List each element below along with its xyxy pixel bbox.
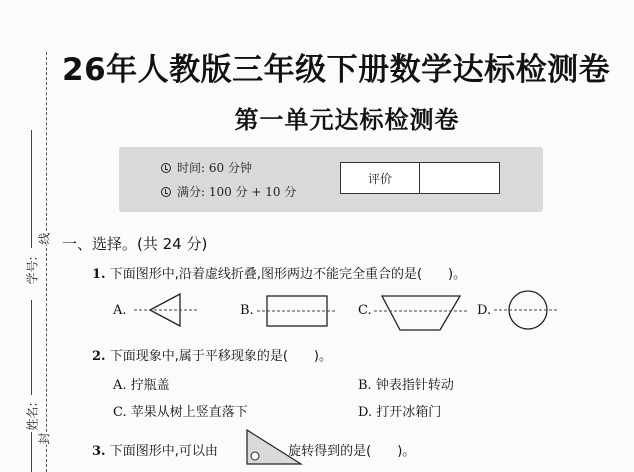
option-b: B. 钟表指针转动 bbox=[358, 378, 454, 393]
exam-info-box bbox=[119, 147, 543, 212]
evaluation-table bbox=[340, 162, 500, 194]
option-d-label: D. bbox=[477, 303, 492, 318]
time-row bbox=[161, 159, 252, 176]
line-char: 线 bbox=[34, 232, 55, 244]
page-title: 26年人教版三年级下册数学达标检测卷 bbox=[62, 52, 611, 88]
option-c-label: C. bbox=[358, 303, 372, 318]
student-id-label: 学号: bbox=[25, 256, 40, 285]
circle-figure bbox=[492, 290, 562, 330]
option-b-label: B. bbox=[240, 303, 254, 318]
question-text-before: 下面图形中,可以由 bbox=[109, 444, 218, 459]
question-2 bbox=[92, 345, 332, 364]
right-triangle-figure bbox=[243, 428, 305, 468]
check-icon bbox=[161, 187, 171, 197]
full-score-text: 满分: 100 分 + 10 分 bbox=[177, 185, 297, 199]
section-heading: 一、选择。(共 24 分) bbox=[62, 235, 208, 253]
question-text: 下面图形中,沿着虚线折叠,图形两边不能完全重合的是( )。 bbox=[109, 267, 467, 282]
question-number: 3. bbox=[92, 444, 106, 459]
name-label: 姓名: bbox=[25, 402, 40, 431]
trapezoid-figure bbox=[372, 294, 472, 334]
question-number: 2. bbox=[92, 349, 106, 364]
name-blank-lower bbox=[31, 432, 32, 472]
option-a-label: A. bbox=[113, 303, 127, 318]
option-d: D. 打开冰箱门 bbox=[358, 405, 442, 420]
clock-icon bbox=[161, 163, 171, 173]
page-subtitle: 第一单元达标检测卷 bbox=[234, 105, 460, 134]
option-a: A. 拧瓶盖 bbox=[113, 378, 170, 393]
triangle-figure bbox=[132, 292, 202, 328]
evaluation-blank[interactable] bbox=[420, 163, 499, 193]
score-row bbox=[161, 183, 296, 200]
binding-margin bbox=[0, 0, 70, 468]
name-blank bbox=[31, 300, 32, 395]
question-text: 下面现象中,属于平移现象的是( )。 bbox=[109, 349, 332, 364]
evaluation-label: 评价 bbox=[341, 163, 420, 193]
rectangle-figure bbox=[255, 294, 345, 328]
question-number: 1. bbox=[92, 267, 106, 282]
student-id-blank bbox=[31, 130, 32, 248]
seal-char: 封 bbox=[34, 432, 55, 444]
option-c: C. 苹果从树上竖直落下 bbox=[113, 405, 248, 420]
question-text-after: 旋转得到的是( )。 bbox=[288, 444, 416, 459]
time-text: 时间: 60 分钟 bbox=[177, 161, 252, 175]
question-1 bbox=[92, 263, 466, 282]
